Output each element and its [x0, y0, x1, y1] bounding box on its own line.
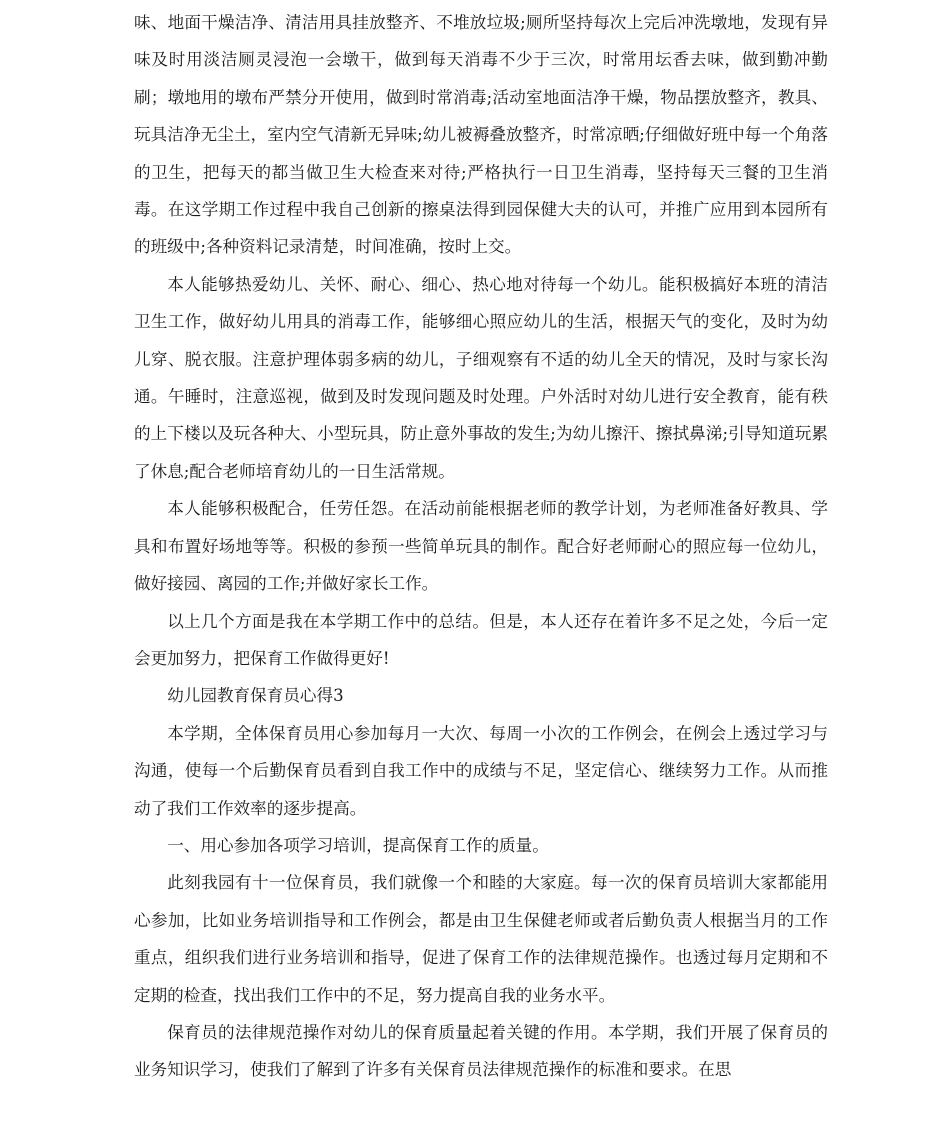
document-body: [134, 4, 828, 1089]
paragraph-4: 以上几个方面是我在本学期工作中的总结。但是，本人还存在着许多不足之处，今后一定会更加努力，把保育工作做得更好!: [134, 611, 828, 668]
paragraph-7: 保育员的法律规范操作对幼儿的保育质量起着关键的作用。本学期，我们开展了保育员的业务知识学习，使我们了解到了许多有关保育员法律规范操作的标准和要求。在思: [134, 1022, 828, 1080]
subheading-1: 一、用心参加各项学习培训，提高保育工作的质量。: [167, 835, 549, 855]
paragraph-6: 此刻我园有十一位保育员，我们就像一个和睦的大家庭。每一次的保育员培训大家都能用心参加，比如业务培训指导和工作例会，都是由卫生保健老师或者后勤负责人根据当月的工作重点，组织我们进行业务培训和指导，促进了保育工作的法律规范操作。也透过每月定期和不定期的检查，找出我们工作中的不足，努力提高自我的业务水平。: [134, 873, 828, 1005]
paragraph-3: 本人能够积极配合，任劳任怨。在活动前能根据老师的教学计划，为老师准备好教具、学具和布置好场地等等。积极的参预一些简单玩具的制作。配合好老师耐心的照应每一位幼儿，做好接园、离园的工作;并做好家长工作。: [134, 499, 828, 594]
paragraph-2: 本人能够热爱幼儿、关怀、耐心、细心、热心地对待每一个幼儿。能积极搞好本班的清洁卫生工作，做好幼儿用具的消毒工作，能够细心照应幼儿的生活，根据天气的变化，及时为幼儿穿、脱衣服。注意护理体弱多病的幼儿，子细观察有不适的幼儿全天的情况，及时与家长沟通。午睡时，注意巡视，做到及时发现问题及时处理。户外活时对幼儿进行安全教育，能有秩的上下楼以及玩各种大、小型玩具，防止意外事故的发生;为幼儿擦汗、擦拭鼻涕;引导知道玩累了休息;配合老师培育幼儿的一日生活常规。: [134, 274, 828, 481]
paragraph-1: 味、地面干燥洁净、清洁用具挂放整齐、不堆放垃圾;厕所坚持每次上完后冲洗墩地，发现有异味及时用淡洁厕灵浸泡一会墩干，做到每天消毒不少于三次，时常用坛香去味，做到勤冲勤刷；墩地用的墩布严禁分开使用，做到时常消毒;活动室地面洁净干燥，物品摆放整齐，教具、玩具洁净无尘土，室内空气清新无异味;幼儿被褥叠放整齐，时常凉晒;仔细做好班中每一个角落的卫生，把每天的都当做卫生大检查来对待;严格执行一日卫生消毒，坚持每天三餐的卫生消毒。在这学期工作过程中我自己创新的擦桌法得到园保健大夫的认可，并推广应用到本园所有的班级中;各种资料记录清楚，时间准确，按时上交。: [134, 13, 828, 257]
section-heading-3: 幼儿园教育保育员心得3: [167, 686, 344, 706]
paragraph-5: 本学期，全体保育员用心参加每月一大次、每周一小次的工作例会，在例会上透过学习与沟通，使每一个后勤保育员看到自我工作中的成绩与不足，坚定信心、继续努力工作。从而推动了我们工作效率的逐步提高。: [134, 723, 828, 818]
